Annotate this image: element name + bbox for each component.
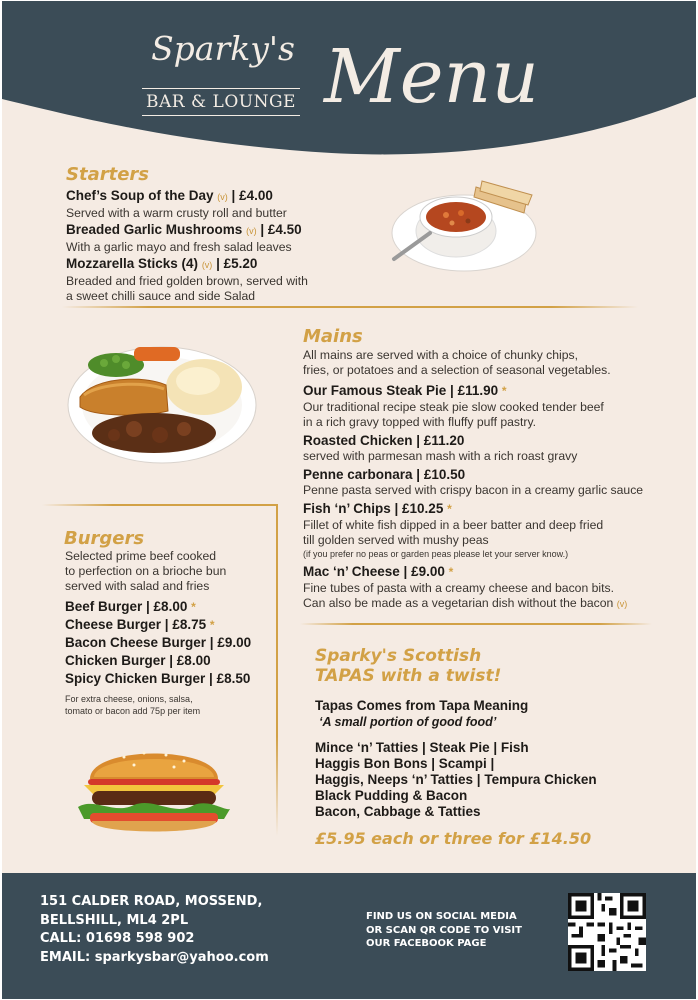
divider-line bbox=[62, 306, 638, 308]
tapas-content bbox=[315, 698, 597, 820]
phone-number: CALL: 01698 598 902 bbox=[40, 931, 195, 946]
mains-intro: All mains are served with a choice of chunky chips, bbox=[303, 348, 579, 362]
tapas-line: Bacon, Cabbage & Tatties bbox=[315, 804, 481, 819]
qr-code[interactable] bbox=[568, 893, 646, 971]
tapas-heading-line: TAPAS with a twist! bbox=[315, 666, 502, 686]
burger-item: Bacon Cheese Burger | £9.00 bbox=[65, 635, 252, 650]
mains-intro: fries, or potatoes and a selection of seasonal vegetables. bbox=[303, 363, 611, 377]
tapas-heading bbox=[315, 646, 501, 686]
burgers-list bbox=[65, 549, 251, 717]
main-item: Our Famous Steak Pie | £11.90 * bbox=[303, 383, 507, 398]
main-desc: Can also be made as a vegetarian dish without the bacon (v) bbox=[303, 596, 628, 610]
starter-desc: With a garlic mayo and fresh salad leaves bbox=[66, 240, 292, 254]
tapas-heading-line: Sparky's Scottish bbox=[315, 646, 482, 666]
main-note: (if you prefer no peas or garden peas please let your server know.) bbox=[303, 549, 569, 559]
starter-item: Breaded Garlic Mushrooms (v) | £4.50 bbox=[66, 222, 302, 237]
starter-item: Chef’s Soup of the Day (v) | £4.00 bbox=[66, 188, 273, 203]
burgers-intro: Selected prime beef cooked bbox=[65, 549, 217, 563]
burgers-extra: For extra cheese, onions, salsa, bbox=[65, 694, 193, 704]
starter-item: Mozzarella Sticks (4) (v) | £5.20 bbox=[66, 256, 258, 271]
tapas-line: Haggis, Neeps ‘n’ Tatties | Tempura Chicken bbox=[315, 772, 597, 787]
starters-list bbox=[66, 187, 308, 304]
starter-desc: Breaded and fried golden brown, served with bbox=[66, 274, 308, 288]
address-line: 151 CALDER ROAD, MOSSEND, bbox=[40, 894, 263, 909]
steak-pie-plate-image bbox=[64, 337, 260, 469]
burgers-side-rule bbox=[276, 504, 278, 836]
email-address: EMAIL: sparkysbar@yahoo.com bbox=[40, 949, 269, 965]
main-desc: Fillet of white fish dipped in a beer batter and deep fried bbox=[303, 518, 604, 532]
starter-desc: Served with a warm crusty roll and butter bbox=[66, 206, 287, 220]
menu-title: Menu bbox=[324, 34, 539, 120]
tapas-line: Black Pudding & Bacon bbox=[315, 788, 468, 803]
address-line: BELLSHILL, ML4 2PL bbox=[40, 912, 189, 928]
burgers-intro: to perfection on a brioche bun bbox=[65, 564, 227, 578]
soup-bowl-image bbox=[386, 173, 542, 273]
burgers-extra: tomato or bacon add 75p per item bbox=[65, 706, 201, 716]
tapas-line: Mince ‘n’ Tatties | Steak Pie | Fish bbox=[315, 740, 529, 755]
burgers-heading: Burgers bbox=[64, 528, 145, 549]
burger-item: Cheese Burger | £8.75 * bbox=[65, 617, 215, 632]
starter-desc: a sweet chilli sauce and side Salad bbox=[66, 289, 256, 303]
tapas-meaning: Tapas Comes from Tapa Meaning bbox=[315, 698, 529, 713]
starters-heading: Starters bbox=[66, 164, 149, 185]
tapas-price: £5.95 each or three for £14.50 bbox=[315, 829, 592, 848]
mains-heading: Mains bbox=[303, 326, 363, 347]
main-desc: served with parmesan mash with a rich roast gravy bbox=[303, 449, 578, 463]
main-desc: till golden served with mushy peas bbox=[303, 533, 489, 547]
menu-page bbox=[2, 1, 696, 999]
main-item: Roasted Chicken | £11.20 bbox=[303, 433, 465, 448]
footer-contact bbox=[40, 893, 269, 967]
main-item: Fish ‘n’ Chips | £10.25 * bbox=[303, 501, 452, 516]
mains-list bbox=[303, 348, 643, 612]
main-item: Penne carbonara | £10.50 bbox=[303, 467, 466, 482]
burger-item: Chicken Burger | £8.00 bbox=[65, 653, 211, 668]
tapas-line: Haggis Bon Bons | Scampi | bbox=[315, 756, 495, 771]
burgers-divider bbox=[42, 504, 278, 506]
burger-item: Spicy Chicken Burger | £8.50 bbox=[65, 671, 251, 686]
main-desc: Penne pasta served with crispy bacon in a creamy garlic sauce bbox=[303, 483, 644, 497]
main-desc: Fine tubes of pasta with a creamy cheese and bacon bits. bbox=[303, 581, 614, 595]
tapas-divider bbox=[300, 623, 652, 625]
burger-image bbox=[74, 735, 234, 843]
main-desc: Our traditional recipe steak pie slow cooked tender beef bbox=[303, 400, 604, 414]
burger-item: Beef Burger | £8.00 * bbox=[65, 599, 196, 614]
main-desc: in a rich gravy topped with fluffy puff pastry. bbox=[303, 415, 537, 429]
social-media-text: FIND US ON SOCIAL MEDIA OR SCAN QR CODE TO VISIT OUR FACEBOOK PAGE bbox=[366, 911, 522, 949]
brand-logo-name: Sparky's bbox=[151, 29, 295, 68]
main-item: Mac ‘n’ Cheese | £9.00 * bbox=[303, 564, 454, 579]
burgers-intro: served with salad and fries bbox=[65, 579, 210, 593]
tapas-quote: ‘A small portion of good food’ bbox=[319, 715, 497, 729]
brand-logo-subtitle: BAR & LOUNGE bbox=[142, 88, 300, 116]
